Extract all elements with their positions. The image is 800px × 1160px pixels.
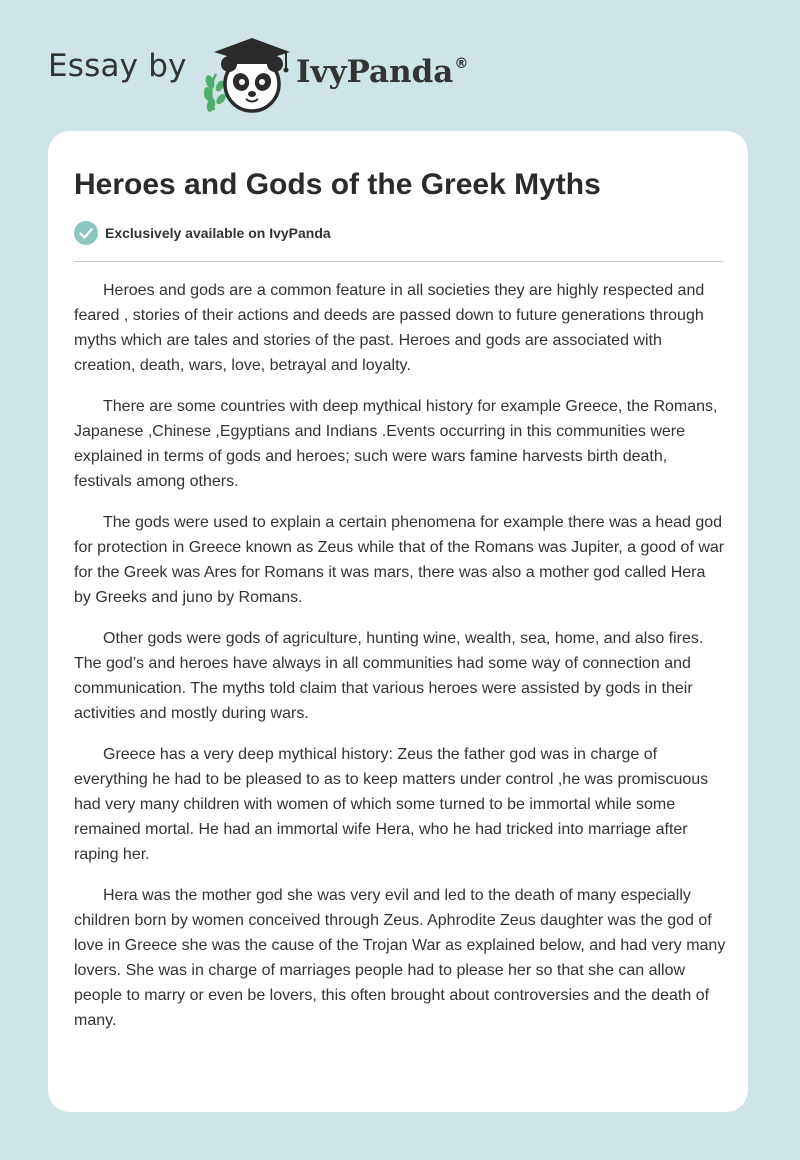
exclusive-label: Exclusively available on IvyPanda [105, 225, 331, 241]
brand-name-text: IvyPanda [296, 54, 454, 90]
page-title: Heroes and Gods of the Greek Myths [74, 168, 601, 201]
paragraph: Hera was the mother god she was very evil and led to the death of many especially children born by women conceived through Zeus. Aphrodite Zeus daughter was the god of love in Greece she was the cause of the Trojan War as explained below, and had very many lovers. She was in charge of marriages people had to please her so that she can allow people to marry or even be lovers, this often brought about controversies and the death of many. [74, 887, 726, 1029]
paragraph: There are some countries with deep mythical history for example Greece, the Romans, Japanese ,Chinese ,Egyptians and Indians .Events occurring in this communities were explained in terms of gods and heroes; such were wars famine harvests birth death, festivals among others. [74, 398, 718, 490]
check-circle-icon [74, 221, 98, 245]
essay-by-label: Essay by [48, 48, 187, 84]
panda-graduation-cap-icon[interactable] [200, 34, 296, 116]
registered-mark: ® [454, 56, 469, 72]
paragraph: Heroes and gods are a common feature in all societies they are highly respected and feared , stories of their actions and deeds are passed down to future generations through myths which are tales and stories of the past. Heroes and gods are associated with creation, death, wars, love, betrayal and loyalty. [74, 282, 705, 374]
essay-body [74, 278, 726, 1049]
paragraph: The gods were used to explain a certain phenomena for example there was a head god for protection in Greece known as Zeus while that of the Romans was Jupiter, a good of war for the Greek was Ares for Romans it was mars, there was also a mother god called Hera by Greeks and juno by Romans. [74, 514, 725, 606]
exclusive-badge [74, 221, 331, 245]
site-header [48, 28, 508, 118]
divider [74, 261, 723, 262]
paragraph: Other gods were gods of agriculture, hunting wine, wealth, sea, home, and also fires. The god’s and heroes have always in all communities had some way of connection and communication. The myths told claim that various heroes were assisted by gods in their activities and mostly during wars. [74, 630, 704, 722]
paragraph: Greece has a very deep mythical history: Zeus the father god was in charge of everything he had to be pleased to as to keep matters under control ,he was promiscuous had very many children with women of which some turned to be immortal while some remained mortal. He had an immortal wife Hera, who he had tricked into marriage after raping her. [74, 746, 709, 863]
brand-name[interactable] [296, 54, 467, 90]
essay-card [48, 131, 748, 1112]
